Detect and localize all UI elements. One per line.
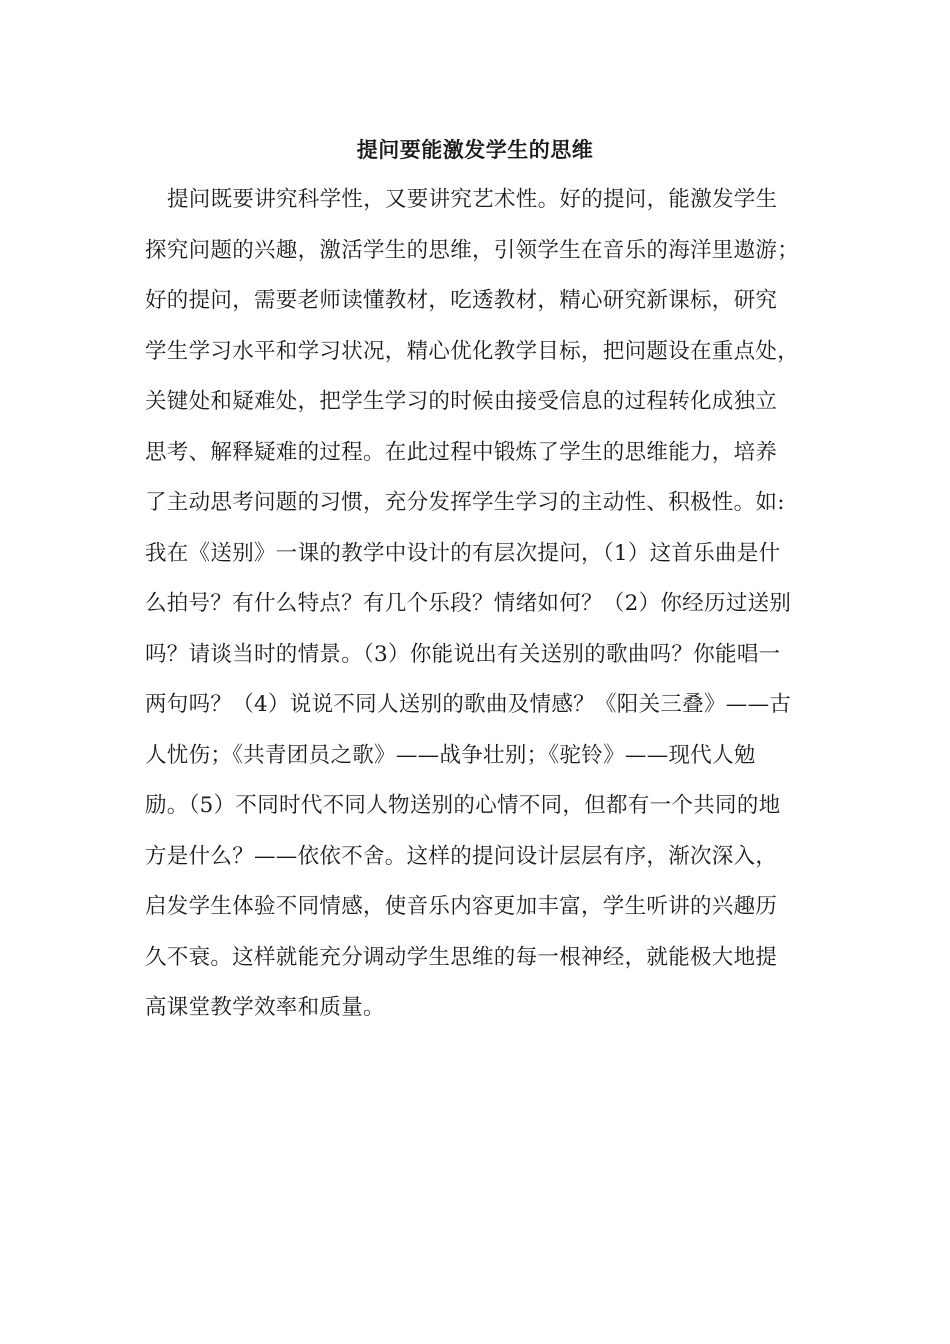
body-line: 两句吗？（4）说说不同人送别的歌曲及情感？《阳关三叠》——古 xyxy=(145,692,792,717)
document-title: 提问要能激发学生的思维 xyxy=(356,137,594,162)
body-line: 么拍号？有什么特点？有几个乐段？情绪如何？（2）你经历过送别 xyxy=(145,591,792,616)
document-body xyxy=(145,182,835,1041)
body-line: 启发学生体验不同情感，使音乐内容更加丰富，学生听讲的兴趣历 xyxy=(145,894,778,919)
body-line: 人忧伤；《共青团员之歌》——战争壮别；《驼铃》——现代人勉 xyxy=(145,742,756,768)
body-line: 提问既要讲究科学性，又要讲究艺术性。好的提问，能激发学生 xyxy=(167,187,778,212)
body-line: 关键处和疑难处，把学生学习的时候由接受信息的过程转化成独立 xyxy=(145,389,778,414)
body-line: 好的提问，需要老师读懂教材，吃透教材，精心研究新课标，研究 xyxy=(145,288,778,313)
body-line: 励。（5）不同时代不同人物送别的心情不同，但都有一个共同的地 xyxy=(145,793,781,818)
body-line: 吗？请谈当时的情景。（3）你能说出有关送别的歌曲吗？你能唱一 xyxy=(145,641,781,667)
body-line: 思考、解释疑难的过程。在此过程中锻炼了学生的思维能力，培养 xyxy=(145,439,778,465)
body-line: 久不衰。这样就能充分调动学生思维的每一根神经，就能极大地提 xyxy=(145,944,778,970)
body-line: 探究问题的兴趣，激活学生的思维，引领学生在音乐的海洋里遨游； xyxy=(145,237,800,263)
body-line: 高课堂教学效率和质量。 xyxy=(145,995,385,1020)
body-line: 我在《送别》一课的教学中设计的有层次提问，（1）这首乐曲是什 xyxy=(145,540,781,566)
body-line: 方是什么？——依依不舍。这样的提问设计层层有序，渐次深入， xyxy=(145,843,778,869)
body-line: 了主动思考问题的习惯，充分发挥学生学习的主动性、积极性。如: xyxy=(145,490,785,515)
body-line: 学生学习水平和学习状况，精心优化教学目标，把问题设在重点处， xyxy=(145,338,800,364)
